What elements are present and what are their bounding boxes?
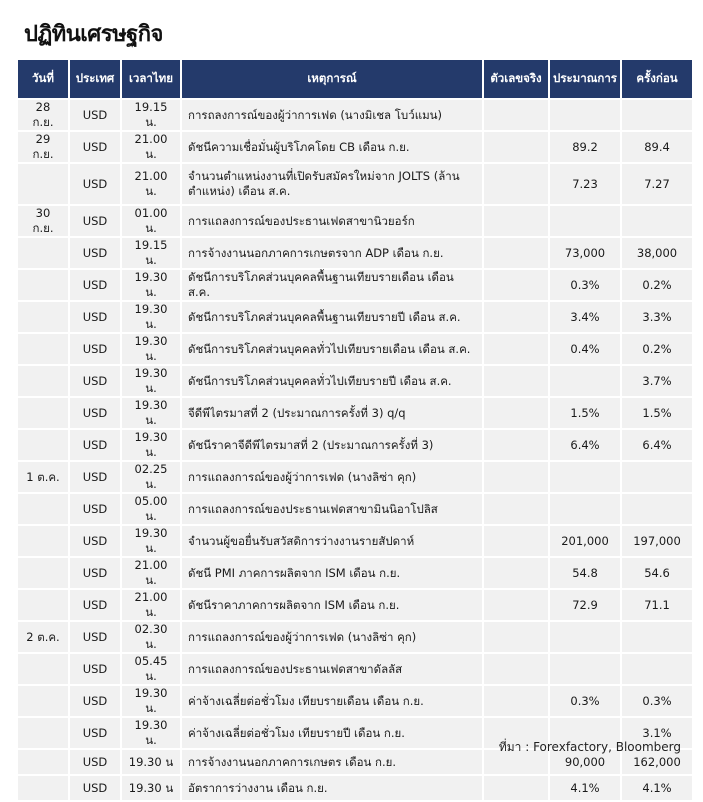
cell-previous: 3.7% [622,366,692,396]
header-previous: ครั้งก่อน [622,60,692,98]
cell-forecast: 72.9 [550,590,620,620]
table-row [18,302,692,332]
table-row [18,558,692,588]
cell-time: 05.45 น. [122,654,180,684]
cell-previous: 197,000 [622,526,692,556]
cell-date: 29 ก.ย. [18,132,68,162]
cell-time: 21.00 น. [122,590,180,620]
cell-event: จำนวนผู้ขอยื่นรับสวัสดิการว่างงานรายสัปดาห์ [182,526,482,556]
cell-event: จีดีพีไตรมาสที่ 2 (ประมาณการครั้งที่ 3) q/q [182,398,482,428]
table-row [18,100,692,130]
cell-event: การถลงการณ์ของผู้ว่าการเฟด (นางมิเชล โบว์แมน) [182,100,482,130]
cell-actual [484,238,548,268]
cell-time: 19.30 น. [122,302,180,332]
cell-event: จำนวนตำแหน่งงานที่เปิดรับสมัครใหม่จาก JOLTS (ล้านตำแหน่ง) เดือน ส.ค. [182,164,482,204]
cell-actual [484,164,548,204]
cell-actual [484,590,548,620]
cell-date [18,238,68,268]
cell-previous: 38,000 [622,238,692,268]
cell-event: การแถลงการณ์ของประธานเฟดสาขานิวยอร์ก [182,206,482,236]
cell-actual [484,686,548,716]
table-row [18,462,692,492]
table-row [18,494,692,524]
cell-forecast: 90,000 [550,750,620,774]
cell-country: USD [70,398,120,428]
cell-date: 30 ก.ย. [18,206,68,236]
cell-event: ดัชนีการบริโภคส่วนบุคคลพื้นฐานเทียบรายปี เดือน ส.ค. [182,302,482,332]
table-row [18,238,692,268]
header-country: ประเทศ [70,60,120,98]
cell-actual [484,654,548,684]
cell-forecast: 3.4% [550,302,620,332]
cell-country: USD [70,206,120,236]
cell-previous [622,654,692,684]
cell-previous: 4.1% [622,776,692,800]
cell-date [18,430,68,460]
cell-time: 21.00 น. [122,164,180,204]
cell-actual [484,462,548,492]
cell-forecast: 6.4% [550,430,620,460]
cell-date [18,398,68,428]
cell-time: 19.30 น. [122,686,180,716]
cell-forecast: 73,000 [550,238,620,268]
cell-previous: 0.3% [622,686,692,716]
cell-forecast: 0.3% [550,270,620,300]
cell-time: 21.00 น. [122,558,180,588]
page-title: ปฏิทินเศรษฐกิจ [24,22,163,47]
cell-event: การแถลงการณ์ของผู้ว่าการเฟด (นางลิซ่า คุก) [182,462,482,492]
cell-date: 1 ต.ค. [18,462,68,492]
header-forecast: ประมาณการ [550,60,620,98]
cell-event: ดัชนีความเชื่อมั่นผู้บริโภคโดย CB เดือน ก.ย. [182,132,482,162]
cell-forecast [550,462,620,492]
cell-previous: 6.4% [622,430,692,460]
cell-date [18,494,68,524]
cell-forecast: 89.2 [550,132,620,162]
cell-actual [484,430,548,460]
cell-actual [484,270,548,300]
table-row [18,430,692,460]
table-row [18,398,692,428]
economic-calendar-table [16,58,694,802]
cell-country: USD [70,334,120,364]
table-row [18,206,692,236]
cell-actual [484,206,548,236]
header-actual: ตัวเลขจริง [484,60,548,98]
cell-actual [484,302,548,332]
cell-time: 19.15 น. [122,100,180,130]
cell-date [18,558,68,588]
cell-date [18,718,68,748]
cell-time: 02.25 น. [122,462,180,492]
cell-country: USD [70,132,120,162]
header-date: วันที่ [18,60,68,98]
cell-previous [622,494,692,524]
cell-forecast: 1.5% [550,398,620,428]
cell-event: ดัชนีการบริโภคส่วนบุคคลทั่วไปเทียบรายเดือน เดือน ส.ค. [182,334,482,364]
cell-event: ดัชนีการบริโภคส่วนบุคคลทั่วไปเทียบรายปี เดือน ส.ค. [182,366,482,396]
cell-country: USD [70,590,120,620]
cell-previous [622,622,692,652]
cell-forecast [550,100,620,130]
cell-previous: 0.2% [622,270,692,300]
cell-country: USD [70,776,120,800]
cell-date [18,366,68,396]
cell-previous: 0.2% [622,334,692,364]
cell-previous: 89.4 [622,132,692,162]
cell-event: การแถลงการณ์ของประธานเฟดสาขามินนิอาโปลิส [182,494,482,524]
cell-time: 05.00 น. [122,494,180,524]
cell-previous: 3.3% [622,302,692,332]
cell-time: 21.00 น. [122,132,180,162]
cell-forecast [550,494,620,524]
cell-forecast [550,366,620,396]
source-note: ที่มา : Forexfactory, Bloomberg [498,740,681,754]
cell-date [18,654,68,684]
cell-forecast [550,654,620,684]
cell-event: ค่าจ้างเฉลี่ยต่อชั่วโมง เทียบรายปี เดือน ก.ย. [182,718,482,748]
cell-actual [484,398,548,428]
cell-event: ดัชนีราคาจีดีพีไตรมาสที่ 2 (ประมาณการครั้งที่ 3) [182,430,482,460]
table-row [18,164,692,204]
cell-forecast: 4.1% [550,776,620,800]
cell-time: 19.30 น. [122,270,180,300]
cell-event: การจ้างงานนอกภาคการเกษตรจาก ADP เดือน ก.ย. [182,238,482,268]
cell-forecast [550,622,620,652]
cell-previous [622,100,692,130]
cell-forecast: 0.4% [550,334,620,364]
cell-country: USD [70,750,120,774]
cell-actual [484,366,548,396]
cell-date: 28 ก.ย. [18,100,68,130]
cell-previous: 162,000 [622,750,692,774]
header-time: เวลาไทย [122,60,180,98]
cell-country: USD [70,462,120,492]
cell-event: อัตราการว่างงาน เดือน ก.ย. [182,776,482,800]
cell-date [18,164,68,204]
cell-actual [484,334,548,364]
cell-country: USD [70,430,120,460]
cell-forecast: 201,000 [550,526,620,556]
table-row [18,334,692,364]
table-row [18,622,692,652]
table-header-row [18,60,692,98]
cell-date [18,776,68,800]
cell-event: การจ้างงานนอกภาคการเกษตร เดือน ก.ย. [182,750,482,774]
cell-actual [484,100,548,130]
cell-country: USD [70,622,120,652]
cell-actual [484,494,548,524]
cell-time: 19.15 น. [122,238,180,268]
cell-country: USD [70,164,120,204]
cell-forecast: 7.23 [550,164,620,204]
table-row [18,686,692,716]
table-row [18,366,692,396]
cell-actual [484,622,548,652]
cell-date [18,334,68,364]
cell-country: USD [70,654,120,684]
cell-previous: 7.27 [622,164,692,204]
cell-time: 19.30 น. [122,366,180,396]
cell-date [18,270,68,300]
cell-date [18,686,68,716]
cell-country: USD [70,238,120,268]
cell-country: USD [70,686,120,716]
cell-forecast [550,206,620,236]
cell-event: ดัชนีการบริโภคส่วนบุคคลพื้นฐานเทียบรายเดือน เดือน ส.ค. [182,270,482,300]
cell-time: 01.00 น. [122,206,180,236]
cell-forecast: 54.8 [550,558,620,588]
cell-event: ดัชนี PMI ภาคการผลิตจาก ISM เดือน ก.ย. [182,558,482,588]
cell-time: 19.30 น. [122,526,180,556]
table-row [18,132,692,162]
table-row [18,270,692,300]
table-row [18,590,692,620]
cell-time: 19.30 น [122,776,180,800]
cell-time: 19.30 น. [122,718,180,748]
cell-actual [484,558,548,588]
cell-time: 19.30 น [122,750,180,774]
cell-time: 02.30 น. [122,622,180,652]
cell-event: ค่าจ้างเฉลี่ยต่อชั่วโมง เทียบรายเดือน เดือน ก.ย. [182,686,482,716]
cell-country: USD [70,302,120,332]
header-event: เหตุการณ์ [182,60,482,98]
cell-previous: 3.1% [622,718,692,748]
cell-date [18,526,68,556]
cell-actual [484,776,548,800]
cell-event: การแถลงการณ์ของประธานเฟดสาขาดัลลัส [182,654,482,684]
cell-date: 2 ต.ค. [18,622,68,652]
cell-previous [622,206,692,236]
cell-previous: 71.1 [622,590,692,620]
cell-date [18,590,68,620]
cell-actual [484,132,548,162]
cell-country: USD [70,366,120,396]
cell-time: 19.30 น. [122,430,180,460]
cell-previous [622,462,692,492]
cell-previous: 54.6 [622,558,692,588]
cell-actual [484,526,548,556]
cell-country: USD [70,718,120,748]
cell-event: ดัชนีราคาภาคการผลิตจาก ISM เดือน ก.ย. [182,590,482,620]
cell-time: 19.30 น. [122,398,180,428]
cell-date [18,302,68,332]
table-row [18,776,692,800]
cell-country: USD [70,270,120,300]
cell-country: USD [70,494,120,524]
cell-event: การแถลงการณ์ของผู้ว่าการเฟด (นางลิซ่า คุก) [182,622,482,652]
cell-country: USD [70,100,120,130]
cell-country: USD [70,558,120,588]
cell-date [18,750,68,774]
cell-forecast: 0.3% [550,686,620,716]
cell-country: USD [70,526,120,556]
cell-time: 19.30 น. [122,334,180,364]
table-row [18,654,692,684]
table-row [18,526,692,556]
cell-previous: 1.5% [622,398,692,428]
